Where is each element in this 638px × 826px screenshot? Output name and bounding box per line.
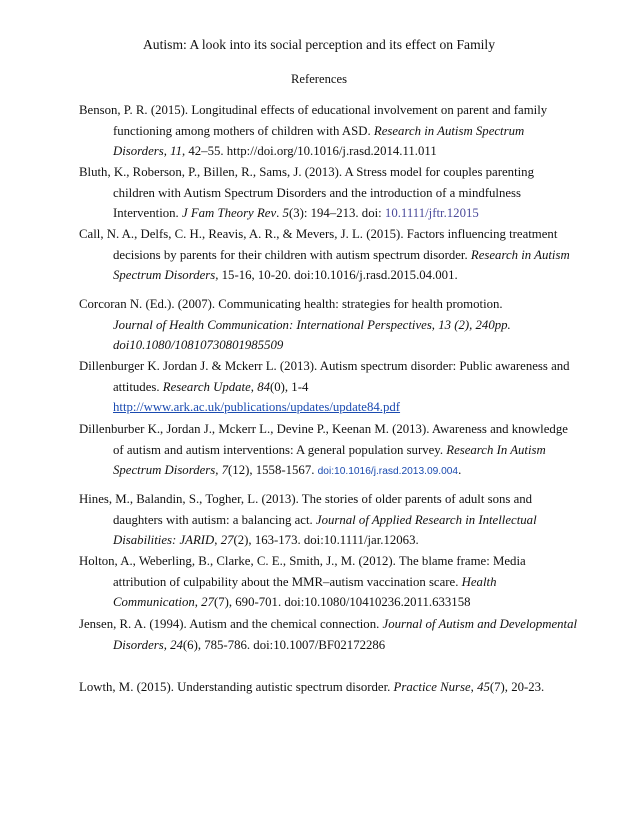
reference-text: Intervention. xyxy=(113,206,182,220)
reference-italic-text: Spectrum Disorders, 7 xyxy=(113,463,229,477)
reference-text: daughters with autism: a balancing act. xyxy=(113,512,316,527)
reference-text: functioning among mothers of children with ASD. xyxy=(113,123,374,138)
reference-line xyxy=(0,572,638,593)
reference-text: (7), 20-23. xyxy=(489,680,545,694)
reference-italic-text: J Fam Theory Rev xyxy=(181,206,277,220)
reference-text: , xyxy=(250,379,258,394)
reference-text: Hines, M., Balandin, S., Togher, L. (2013). The stories of older parents of adult sons and xyxy=(79,492,533,506)
reference-text: Dillenburger K. Jordan J. & Mckerr L. (2013). Autism spectrum disorder: Public awareness and xyxy=(79,359,570,373)
reference-line xyxy=(0,397,638,418)
reference-line xyxy=(0,356,638,377)
reference-line xyxy=(0,460,638,483)
reference-italic-text: 5 xyxy=(282,206,289,220)
reference-line xyxy=(0,592,638,613)
reference-italic-text: Research Update xyxy=(162,379,251,394)
reference-italic-text: Journal of Autism and Developmental xyxy=(382,617,578,631)
reference-entry xyxy=(0,356,638,418)
reference-line xyxy=(0,335,638,356)
reference-italic-text: Disorders, 24 xyxy=(113,637,183,652)
reference-line xyxy=(0,440,638,461)
reference-text: children with Autism Spectrum Disorders and the introduction of a mindfulness xyxy=(113,185,522,200)
reference-text: Dillenburber K., Jordan J., Mckerr L., Devine P., Keenan M. (2013). Awareness and knowledge xyxy=(79,422,568,436)
reference-text: of autism and autism interventions: A general population survey. xyxy=(113,442,447,457)
reference-italic-text: Health xyxy=(461,574,497,589)
reference-text: . xyxy=(458,463,462,477)
reference-text: attitudes. xyxy=(113,379,163,394)
reference-text: , xyxy=(214,533,221,547)
reference-text: , 15-16, 10-20. doi:10.1016/j.rasd.2015.04.001. xyxy=(215,268,458,282)
reference-text: (2), 163-173. doi:10.1111/jar.12063. xyxy=(233,533,419,547)
reference-italic-text: 27 xyxy=(220,533,234,547)
reference-italic-text: Journal of Health Communication: International Perspectives, 13 (2), 240pp. xyxy=(113,317,511,332)
reference-entry xyxy=(0,677,638,698)
reference-line xyxy=(0,265,638,286)
doi-link[interactable]: 10.1111/jftr.12015 xyxy=(384,206,479,220)
reference-line xyxy=(0,294,638,315)
reference-entry xyxy=(0,419,638,483)
reference-line xyxy=(0,315,638,336)
reference-text: Corcoran N. (Ed.). (2007). Communicating health: strategies for health promotion. xyxy=(79,297,503,311)
reference-line xyxy=(0,121,638,142)
reference-line xyxy=(0,100,638,121)
reference-italic-text: 27 xyxy=(201,595,214,609)
reference-italic-text: Disabilities: JARID xyxy=(113,533,215,547)
reference-text: attribution of culpability about the MMR–autism vaccination scare. xyxy=(113,574,462,589)
reference-italic-text: Research In Autism xyxy=(446,442,546,457)
reference-entry xyxy=(0,551,638,613)
reference-entry xyxy=(0,162,638,224)
reference-url-link[interactable]: http://www.ark.ac.uk/publications/updates/update84.pdf xyxy=(113,400,401,414)
reference-text: decisions by parents for their children with autism spectrum disorder. xyxy=(113,247,471,262)
reference-text: (0), 1-4 xyxy=(269,379,309,394)
reference-italic-text: Practice Nurse xyxy=(393,680,471,694)
reference-line xyxy=(0,224,638,245)
reference-text: Jensen, R. A. (1994). Autism and the chemical connection. xyxy=(79,617,383,631)
reference-italic-text: 84 xyxy=(257,379,270,394)
doi-link[interactable]: doi:10.1016/j.rasd.2013.09.004 xyxy=(317,466,459,477)
reference-italic-text: Research in Autism xyxy=(470,247,570,262)
reference-line xyxy=(0,510,638,531)
reference-text: Lowth, M. (2015). Understanding autistic spectrum disorder. xyxy=(79,680,394,694)
reference-text: Holton, A., Weberling, B., Clarke, C. E., Smith, J., M. (2012). The blame frame: Media xyxy=(79,554,526,568)
reference-text: Benson, P. R. (2015). Longitudinal effects of educational involvement on parent and family xyxy=(79,103,548,117)
reference-entry xyxy=(0,100,638,162)
reference-text: . xyxy=(276,206,283,220)
reference-text: (3): 194–213. doi: xyxy=(288,206,385,220)
reference-italic-text: 45 xyxy=(477,680,490,694)
reference-line xyxy=(0,203,638,224)
reference-text: Bluth, K., Roberson, P., Billen, R., Sams, J. (2013). A Stress model for couples parenting xyxy=(79,165,534,179)
reference-italic-text: Research in Autism Spectrum xyxy=(373,123,525,138)
reference-line xyxy=(0,551,638,572)
reference-entry xyxy=(0,614,638,655)
reference-italic-text: Disorders, 11 xyxy=(113,144,182,158)
reference-italic-text: Communication xyxy=(113,595,195,609)
reference-text: (6), 785-786. doi:10.1007/BF02172286 xyxy=(182,637,386,652)
reference-text: (12), 1558-1567. xyxy=(228,463,318,477)
reference-line xyxy=(0,377,638,398)
document-title: Autism: A look into its social perception and its effect on Family xyxy=(142,37,495,52)
reference-line xyxy=(0,614,638,635)
reference-line xyxy=(0,677,638,698)
reference-entry xyxy=(0,489,638,551)
reference-line xyxy=(0,489,638,510)
reference-line xyxy=(0,530,638,551)
reference-text: Call, N. A., Delfs, C. H., Reavis, A. R., & Mevers, J. L. (2015). Factors influencing treatment xyxy=(79,227,558,241)
reference-italic-text: Spectrum Disorders xyxy=(113,268,216,282)
reference-text: , xyxy=(194,595,202,609)
reference-text: (7), 690-701. doi:10.1080/10410236.2011.633158 xyxy=(213,595,471,609)
references-heading: References xyxy=(291,72,347,86)
reference-entry xyxy=(0,294,638,356)
reference-entry xyxy=(0,224,638,286)
reference-line xyxy=(0,419,638,440)
reference-line xyxy=(0,141,638,162)
reference-italic-text: Journal of Applied Research in Intellectual xyxy=(315,512,537,527)
reference-line xyxy=(0,183,638,204)
reference-text: , xyxy=(470,680,478,694)
reference-italic-text: doi10.1080/10810730801985509 xyxy=(113,338,284,352)
reference-line xyxy=(0,635,638,656)
reference-line xyxy=(0,162,638,183)
reference-text: , 42–55. http://doi.org/10.1016/j.rasd.2014.11.011 xyxy=(181,144,437,158)
reference-line xyxy=(0,245,638,266)
